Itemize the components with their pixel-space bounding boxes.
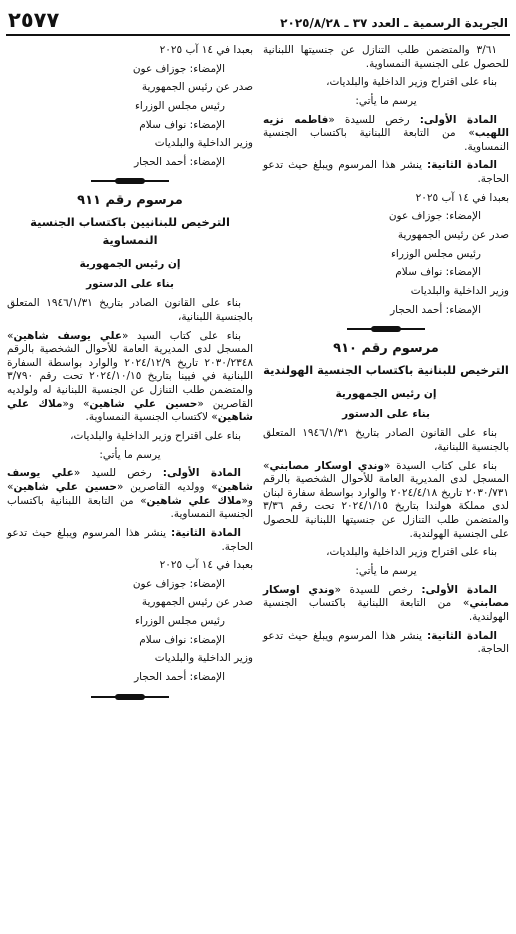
pm-signature: الإمضاء: نواف سلام	[395, 266, 481, 279]
request-letter-body: » المسجل لدى المديرية العامة للأحوال الشخصية بالرقم ٢٠٣٠/٧٣١ تاريخ ٢٠٢٤/٤/١٨ والوارد بواسطة سفارة لبنان لدى مملكة هولندا بتاريخ ٢٠٢٤/١/١٥ تحت رقم ٣/٣٦ والمتضمن طلب التنازل عن جنسيتها اللبنانية للحصول على الجنسية الهولندية.	[263, 459, 509, 540]
child-name-2: ملاك علي شاهين	[7, 397, 253, 424]
article-1b	[263, 584, 509, 625]
left-column	[7, 44, 253, 709]
president-signature: الإمضاء: جوزاف عون	[132, 62, 225, 75]
pm-title: رئيس مجلس الوزراء	[134, 99, 225, 112]
article-1-label: المادة الأولى:	[162, 467, 241, 480]
article-1b-text: رخص للسيدة «	[334, 583, 422, 596]
article-1-label: المادة الأولى:	[419, 113, 497, 126]
right-column	[263, 44, 509, 662]
decree-intro: يرسم ما يأتي:	[99, 448, 161, 461]
date-line-2: بعبدا في ١٤ آب ٢٠٢٥	[159, 559, 253, 572]
proposal-line-2: بناء على اقتراح وزير الداخلية والبلديات،	[326, 546, 497, 559]
interior-signature: الإمضاء: أحمد الحجار	[134, 155, 225, 168]
article-1-text: رخص للسيد «	[73, 467, 163, 480]
request-letter	[263, 460, 509, 542]
article-1-child-2: ملاك علي شاهين	[146, 494, 242, 507]
decree-title: مرسوم رقم ٩١١	[77, 193, 183, 209]
pm-signature-2: الإمضاء: نواف سلام	[139, 633, 225, 646]
article-2-label: المادة الثانية:	[171, 526, 241, 539]
continued-paragraph: ٣/٦١ والمتضمن طلب التنازل عن جنسيتها اللبنانية للحصول على الجنسية النمساوية.	[263, 44, 509, 70]
constitution-heading: بناء على الدستور	[342, 407, 430, 420]
applicant-name: وندي اوسكار مصابني	[269, 459, 384, 472]
interior-title: وزير الداخلية والبلديات	[410, 284, 509, 297]
article-1-rest: » من التابعة اللبنانية باكتساب الجنسية النمساوية.	[263, 127, 509, 153]
section-divider-end	[91, 693, 169, 701]
law-reference: بناء على القانون الصادر بتاريخ ١٩٤٦/١/٣١ المتعلق بالجنسية اللبنانية،	[7, 297, 253, 323]
proposal-line: بناء على اقتراح وزير الداخلية والبلديات،	[326, 76, 497, 89]
date-line: بعبدا في ١٤ آب ٢٠٢٥	[159, 44, 253, 56]
pm-title-2: رئيس مجلس الوزراء	[134, 615, 225, 628]
interior-signature: الإمضاء: أحمد الحجار	[390, 303, 481, 316]
president-heading: إن رئيس الجمهورية	[335, 387, 437, 400]
article-2b	[263, 630, 509, 657]
issued-by-2: صدر عن رئيس الجمهورية	[141, 596, 253, 609]
request-letter-intro: بناء على كتاب السيد «	[122, 329, 241, 342]
article-2	[7, 527, 253, 554]
article-1-children-intro: » وولديه القاصرين «	[116, 480, 218, 493]
article-2-text: ينشر هذا المرسوم ويبلغ حيث تدعو الحاجة.	[263, 159, 509, 186]
article-2-label: المادة الثانية:	[427, 159, 497, 172]
constitution-heading: بناء على الدستور	[86, 277, 174, 290]
decree-intro-2: يرسم ما يأتي:	[355, 565, 417, 577]
section-divider	[91, 177, 169, 185]
president-signature-2: الإمضاء: جوزاف عون	[132, 577, 225, 590]
article-2b-label: المادة الثانية:	[427, 629, 497, 642]
interior-title-2: وزير الداخلية والبلديات	[154, 652, 253, 665]
article-2b-text: ينشر هذا المرسوم ويبلغ حيث تدعو الحاجة.	[263, 629, 509, 656]
gazette-title: الجريدة الرسمية ـ العدد ٣٧ ـ ٢٠٢٥/٨/٢٨	[280, 16, 508, 30]
section-divider	[347, 325, 425, 333]
interior-title: وزير الداخلية والبلديات	[154, 137, 253, 150]
president-signature: الإمضاء: جوزاف عون	[388, 210, 481, 223]
request-letter-end: » لاكتساب الجنسية النمساوية.	[85, 411, 218, 424]
decree-subject: الترخيص للبنانية باكتساب الجنسية الهولندية	[263, 363, 509, 378]
decree-intro: يرسم ما يأتي:	[355, 94, 417, 107]
pm-title: رئيس مجلس الوزراء	[390, 247, 481, 260]
request-letter-body: » المسجل لدى المديرية العامة للأحوال الشخصية بالرقم ٢٠٣٠/٢٣٤٨ تاريخ ٢٠٢٤/١٢/٩ والوارد بواسطة السفارة اللبنانية في فيينا بتاريخ ٢٠٢٤/١٠/١٥ تحت رقم ٣/٧٩٠ والمتضمن طلب التنازل عن الجنسية اللبنانية له ولولديه القاصرين «	[7, 329, 253, 410]
decree-title: مرسوم رقم ٩١٠	[333, 341, 439, 357]
interior-signature-2: الإمضاء: أحمد الحجار	[134, 671, 225, 684]
article-1b-label: المادة الأولى:	[421, 583, 498, 596]
article-1-child-1: حسين علي شاهين	[13, 480, 117, 493]
article-2-text: ينشر هذا المرسوم ويبلغ حيث تدعو الحاجة.	[7, 526, 253, 553]
article-1-joiner: » و«	[7, 480, 253, 507]
article-1b-name: وندي اوسكار مصابني	[263, 583, 509, 610]
page-number: ٢٥٧٧	[8, 8, 60, 32]
law-reference: بناء على القانون الصادر بتاريخ ١٩٤٦/١/٣١ المتعلق بالجنسية اللبنانية،	[263, 427, 509, 453]
issued-by: صدر عن رئيس الجمهورية	[397, 229, 509, 242]
request-letter-intro: بناء على كتاب السيدة «	[383, 459, 497, 472]
article-1-text: رخص للسيدة «	[328, 113, 420, 126]
decree-subject: الترخيص للبنانيين باكتساب الجنسية النمساوية	[30, 215, 230, 248]
article-1-name: علي يوسف شاهين	[7, 467, 253, 493]
article-1-name: فاطمه نزيه اللهيب	[263, 113, 509, 140]
issued-by: صدر عن رئيس الجمهورية	[141, 81, 253, 94]
pm-signature: الإمضاء: نواف سلام	[139, 118, 225, 131]
article-1	[263, 114, 509, 155]
request-letter	[7, 330, 253, 425]
article-1-rest: » من التابعة اللبنانية باكتساب الجنسية النمساوية.	[7, 494, 253, 521]
president-heading: إن رئيس الجمهورية	[79, 258, 181, 270]
page-header	[6, 6, 510, 36]
proposal-line: بناء على اقتراح وزير الداخلية والبلديات،	[70, 430, 241, 443]
date-line: بعبدا في ١٤ آب ٢٠٢٥	[415, 191, 509, 204]
request-letter-joiner: » و«	[62, 397, 90, 410]
article-1b-rest: » من التابعة اللبنانية باكتساب الجنسية الهولندية.	[263, 597, 509, 623]
article-1	[7, 467, 253, 522]
applicant-name: علي يوسف شاهين	[13, 329, 123, 342]
article-2	[263, 159, 509, 186]
child-name-1: حسين علي شاهين	[89, 397, 198, 410]
